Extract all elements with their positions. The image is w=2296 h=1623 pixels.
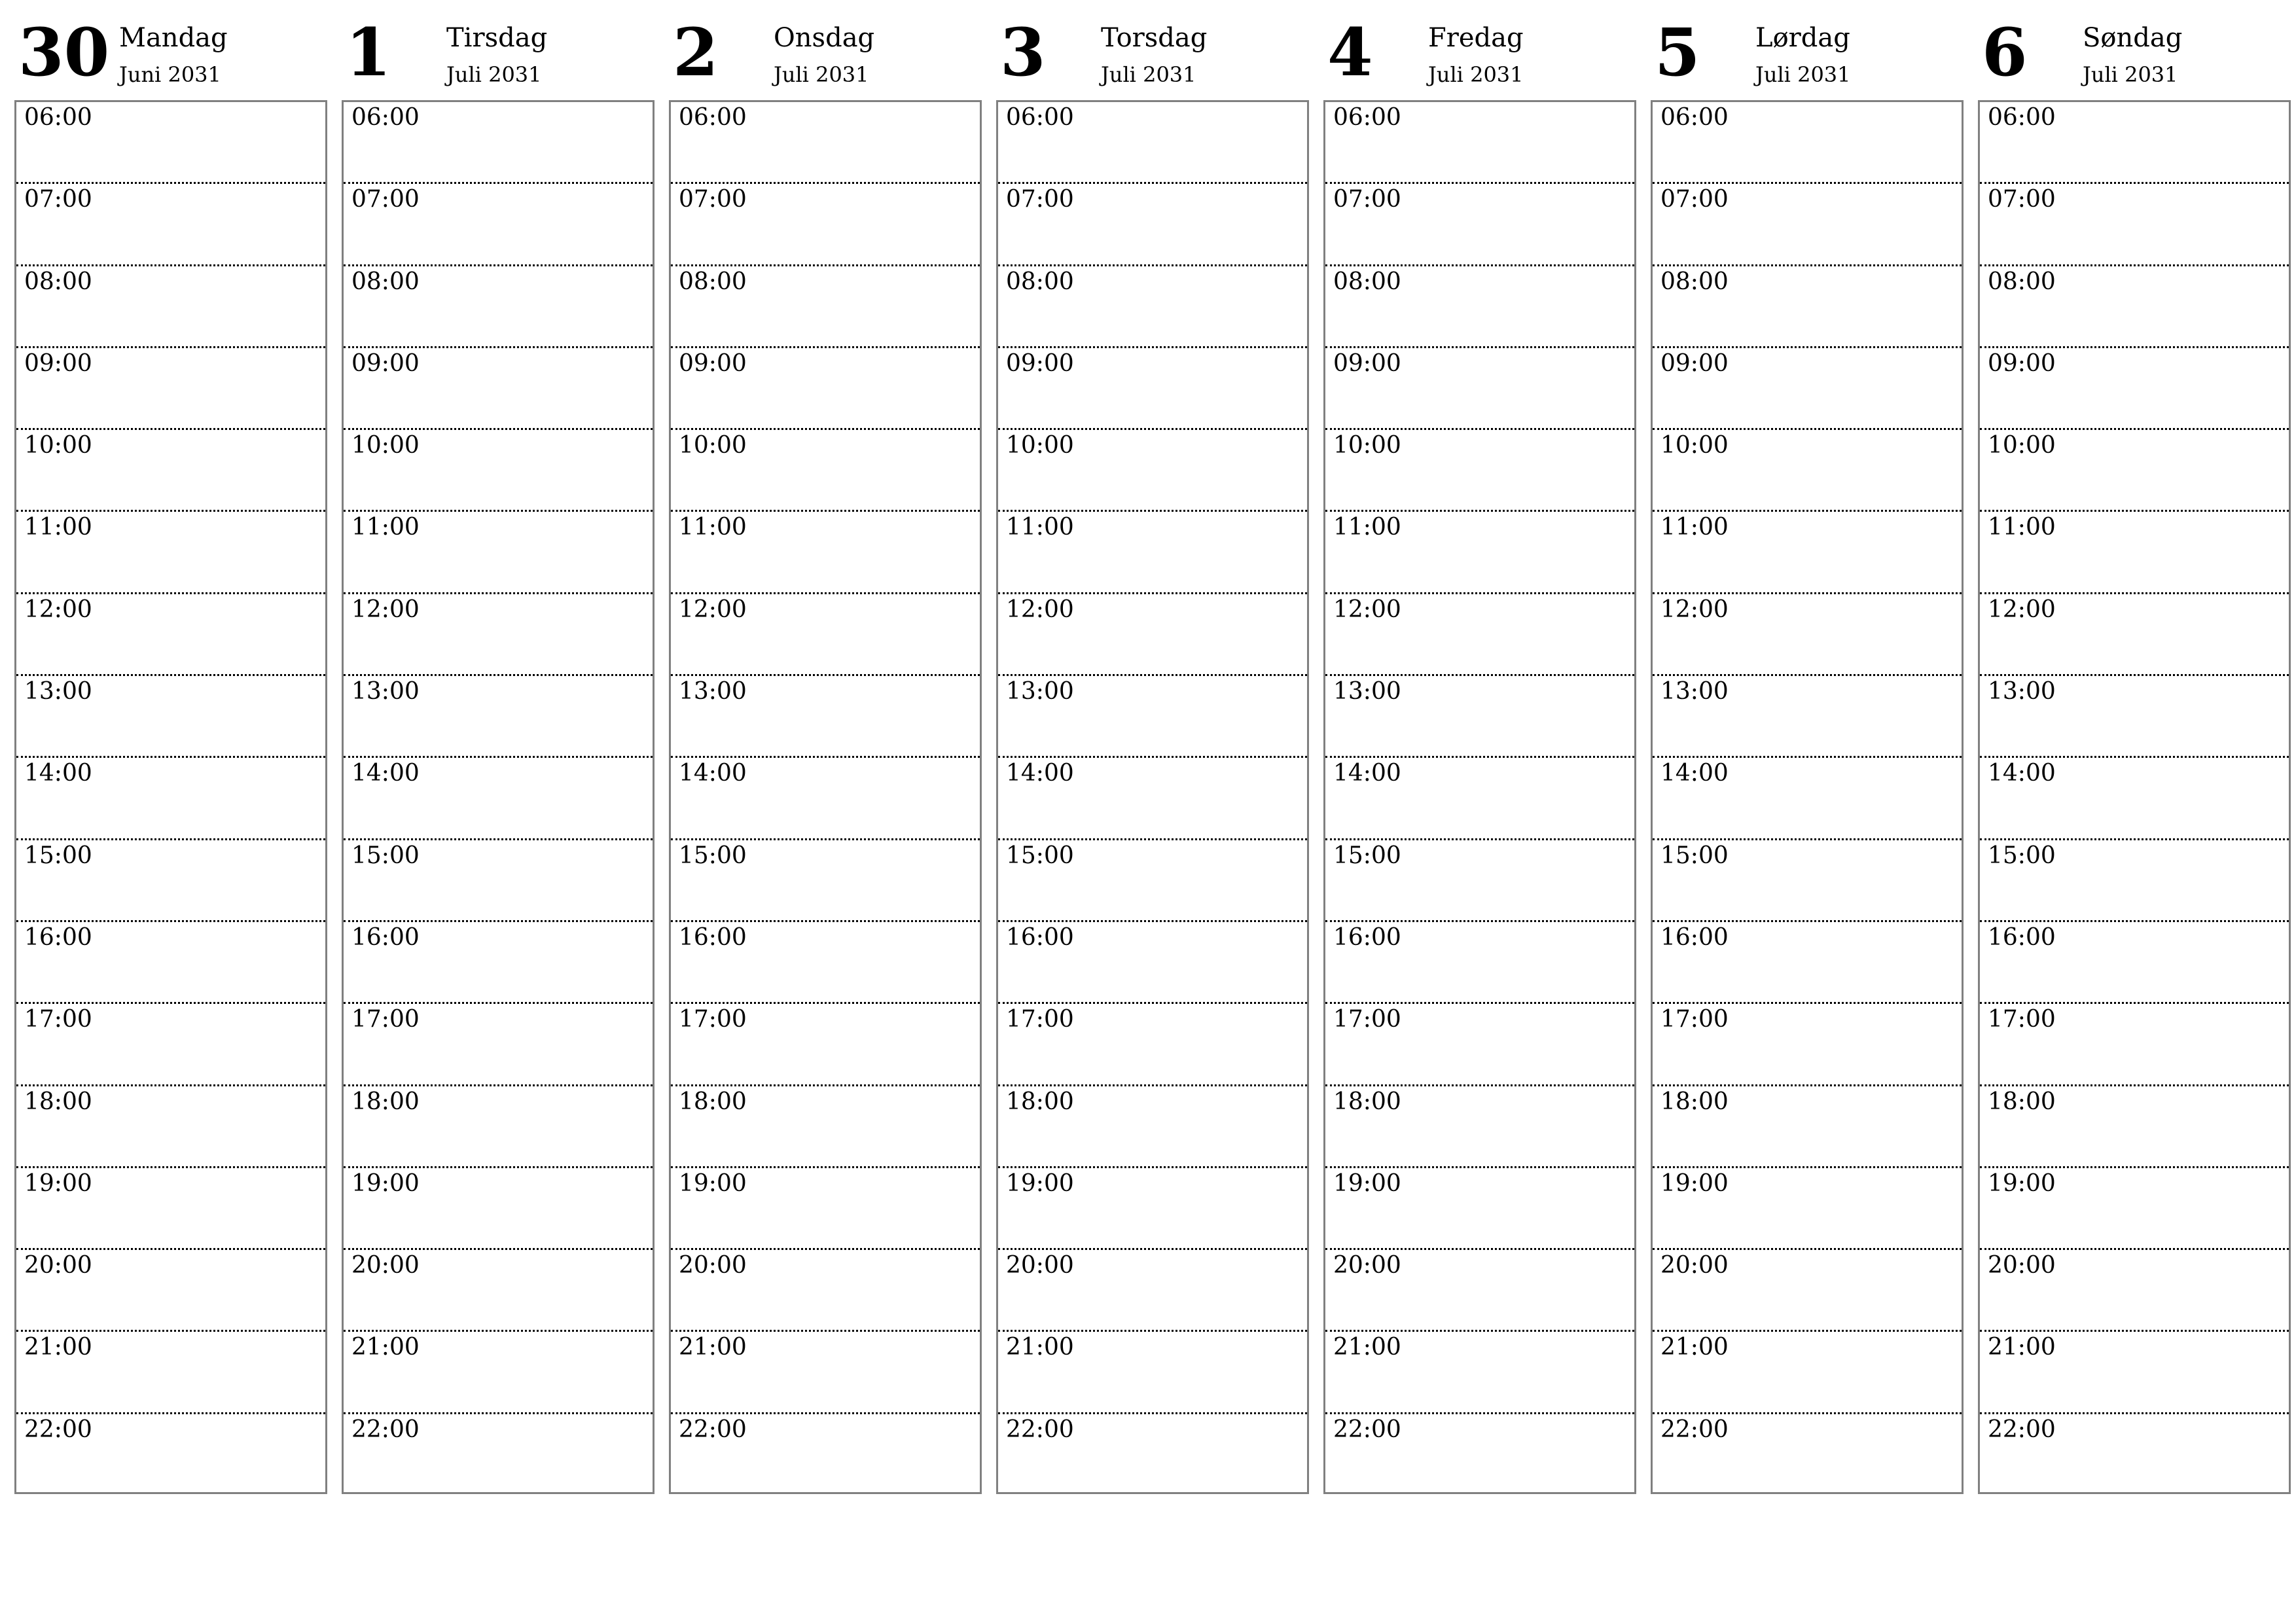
time-slot — [16, 1086, 325, 1168]
time-label: 13:00 — [1006, 678, 1074, 705]
time-label: 15:00 — [679, 842, 747, 869]
time-slot — [671, 1414, 980, 1496]
time-label: 20:00 — [351, 1252, 420, 1279]
day-column — [342, 0, 655, 1499]
time-slot — [671, 512, 980, 594]
time-label: 16:00 — [1660, 923, 1729, 951]
day-month: Juli 2031 — [446, 62, 542, 87]
time-slot — [998, 1414, 1307, 1496]
time-label: 08:00 — [24, 268, 92, 295]
time-slot — [1325, 594, 1634, 676]
time-slot — [1653, 922, 1962, 1004]
time-slot — [1980, 922, 2289, 1004]
time-slot — [998, 430, 1307, 512]
time-slot — [344, 840, 653, 922]
time-label: 12:00 — [1660, 596, 1729, 623]
time-label: 11:00 — [351, 514, 420, 541]
time-label: 21:00 — [1988, 1334, 2056, 1361]
day-number: 5 — [1655, 14, 1700, 91]
time-label: 09:00 — [1988, 349, 2056, 377]
weekly-planner — [14, 0, 2284, 1499]
time-label: 13:00 — [1660, 678, 1729, 705]
time-slot — [1653, 1086, 1962, 1168]
day-column — [14, 0, 327, 1499]
time-label: 10:00 — [1988, 432, 2056, 459]
time-label: 17:00 — [24, 1006, 92, 1033]
day-month: Juni 2031 — [119, 62, 221, 87]
time-slot — [344, 1004, 653, 1086]
time-slot — [1653, 1004, 1962, 1086]
time-slot — [1980, 1168, 2289, 1250]
time-label: 13:00 — [679, 678, 747, 705]
day-column — [1651, 0, 1964, 1499]
time-label: 10:00 — [24, 432, 92, 459]
time-label: 06:00 — [1333, 104, 1401, 131]
time-slot — [16, 1250, 325, 1332]
time-label: 19:00 — [351, 1169, 420, 1197]
time-slot — [1653, 430, 1962, 512]
time-label: 19:00 — [1988, 1169, 2056, 1197]
time-label: 13:00 — [1988, 678, 2056, 705]
time-slot — [16, 266, 325, 348]
time-slot — [1980, 184, 2289, 266]
time-slot — [998, 102, 1307, 184]
day-column — [669, 0, 982, 1499]
time-label: 18:00 — [1660, 1088, 1729, 1115]
time-slot — [344, 102, 653, 184]
time-label: 18:00 — [351, 1088, 420, 1115]
time-label: 11:00 — [1006, 514, 1074, 541]
time-slot — [1980, 1332, 2289, 1414]
day-number: 30 — [18, 14, 110, 91]
time-label: 07:00 — [1006, 186, 1074, 213]
time-slot — [1325, 922, 1634, 1004]
time-label: 22:00 — [24, 1416, 92, 1443]
time-slot — [998, 266, 1307, 348]
time-slot — [671, 840, 980, 922]
time-label: 08:00 — [1660, 268, 1729, 295]
time-slot — [344, 348, 653, 430]
time-slot — [16, 758, 325, 840]
time-label: 16:00 — [351, 923, 420, 951]
time-slot — [1325, 1086, 1634, 1168]
time-slot — [671, 1168, 980, 1250]
time-label: 12:00 — [1333, 596, 1401, 623]
time-slot — [998, 1086, 1307, 1168]
time-label: 09:00 — [351, 349, 420, 377]
day-column — [1978, 0, 2291, 1499]
time-label: 19:00 — [679, 1169, 747, 1197]
time-label: 10:00 — [351, 432, 420, 459]
time-slot — [1980, 840, 2289, 922]
time-slot — [1980, 758, 2289, 840]
time-label: 19:00 — [24, 1169, 92, 1197]
time-label: 22:00 — [1006, 1416, 1074, 1443]
day-name: Lørdag — [1755, 23, 1850, 53]
time-label: 22:00 — [1988, 1416, 2056, 1443]
time-label: 15:00 — [1006, 842, 1074, 869]
time-label: 09:00 — [679, 349, 747, 377]
time-slot — [1980, 102, 2289, 184]
time-slot — [1325, 1332, 1634, 1414]
time-label: 18:00 — [24, 1088, 92, 1115]
time-label: 20:00 — [679, 1252, 747, 1279]
time-slot — [344, 1414, 653, 1496]
time-label: 10:00 — [1660, 432, 1729, 459]
time-slot — [671, 430, 980, 512]
time-slot — [1980, 676, 2289, 758]
time-slot — [1980, 1250, 2289, 1332]
time-slot — [1980, 512, 2289, 594]
time-label: 11:00 — [24, 514, 92, 541]
time-label: 07:00 — [351, 186, 420, 213]
time-label: 07:00 — [1660, 186, 1729, 213]
day-name: Tirsdag — [446, 23, 548, 53]
time-label: 11:00 — [1333, 514, 1401, 541]
time-slot — [344, 1250, 653, 1332]
time-label: 21:00 — [351, 1334, 420, 1361]
day-header — [996, 0, 1309, 98]
time-label: 14:00 — [1006, 760, 1074, 787]
time-label: 13:00 — [1333, 678, 1401, 705]
time-label: 06:00 — [1006, 104, 1074, 131]
time-label: 20:00 — [24, 1252, 92, 1279]
day-number: 4 — [1327, 14, 1373, 91]
time-label: 16:00 — [1988, 923, 2056, 951]
time-slot — [998, 1168, 1307, 1250]
time-slot — [671, 266, 980, 348]
time-label: 07:00 — [24, 186, 92, 213]
time-label: 18:00 — [679, 1088, 747, 1115]
time-label: 22:00 — [1660, 1416, 1729, 1443]
time-label: 17:00 — [1988, 1006, 2056, 1033]
time-slot — [671, 1250, 980, 1332]
day-month: Juli 2031 — [2083, 62, 2178, 87]
time-label: 06:00 — [1660, 104, 1729, 131]
time-label: 21:00 — [1333, 1334, 1401, 1361]
time-slot — [16, 840, 325, 922]
time-label: 17:00 — [1006, 1006, 1074, 1033]
time-label: 15:00 — [1988, 842, 2056, 869]
time-slot — [1980, 348, 2289, 430]
time-slot — [1325, 1168, 1634, 1250]
time-slot — [1325, 1250, 1634, 1332]
time-slot — [16, 1004, 325, 1086]
time-slot — [16, 676, 325, 758]
time-label: 16:00 — [1333, 923, 1401, 951]
time-slot — [1653, 758, 1962, 840]
time-slot — [1653, 1332, 1962, 1414]
day-header — [14, 0, 327, 98]
time-label: 10:00 — [1006, 432, 1074, 459]
time-slot — [1325, 266, 1634, 348]
time-label: 10:00 — [679, 432, 747, 459]
time-slot — [998, 512, 1307, 594]
time-slot — [16, 594, 325, 676]
time-label: 12:00 — [1006, 596, 1074, 623]
time-slot — [1325, 1414, 1634, 1496]
time-slot — [1325, 840, 1634, 922]
day-month: Juli 2031 — [1428, 62, 1524, 87]
time-label: 22:00 — [351, 1416, 420, 1443]
time-label: 22:00 — [1333, 1416, 1401, 1443]
time-slot — [16, 922, 325, 1004]
time-label: 17:00 — [1660, 1006, 1729, 1033]
time-slot — [671, 184, 980, 266]
time-label: 18:00 — [1988, 1088, 2056, 1115]
time-slot — [16, 430, 325, 512]
time-label: 17:00 — [1333, 1006, 1401, 1033]
time-label: 18:00 — [1006, 1088, 1074, 1115]
time-label: 15:00 — [24, 842, 92, 869]
time-label: 15:00 — [1660, 842, 1729, 869]
time-slot — [1653, 594, 1962, 676]
time-label: 14:00 — [679, 760, 747, 787]
day-schedule — [14, 100, 327, 1494]
day-name: Søndag — [2083, 23, 2183, 53]
time-slot — [16, 1332, 325, 1414]
time-slot — [1325, 348, 1634, 430]
time-slot — [1325, 1004, 1634, 1086]
time-slot — [998, 758, 1307, 840]
time-slot — [1325, 430, 1634, 512]
time-label: 16:00 — [24, 923, 92, 951]
time-label: 12:00 — [24, 596, 92, 623]
time-label: 21:00 — [1006, 1334, 1074, 1361]
time-label: 08:00 — [1006, 268, 1074, 295]
day-number: 2 — [673, 14, 719, 91]
time-slot — [998, 1250, 1307, 1332]
time-label: 15:00 — [1333, 842, 1401, 869]
day-header — [342, 0, 655, 98]
time-slot — [16, 512, 325, 594]
time-label: 18:00 — [1333, 1088, 1401, 1115]
time-label: 17:00 — [679, 1006, 747, 1033]
time-slot — [671, 922, 980, 1004]
time-slot — [671, 1004, 980, 1086]
time-label: 14:00 — [1333, 760, 1401, 787]
time-slot — [671, 1086, 980, 1168]
day-name: Fredag — [1428, 23, 1524, 53]
time-slot — [998, 348, 1307, 430]
time-label: 14:00 — [1660, 760, 1729, 787]
day-month: Juli 2031 — [774, 62, 869, 87]
time-slot — [344, 184, 653, 266]
time-slot — [998, 676, 1307, 758]
day-schedule — [1978, 100, 2291, 1494]
time-slot — [344, 1086, 653, 1168]
time-slot — [998, 184, 1307, 266]
time-label: 12:00 — [351, 596, 420, 623]
day-number: 3 — [1000, 14, 1046, 91]
time-slot — [1980, 266, 2289, 348]
time-label: 08:00 — [351, 268, 420, 295]
time-slot — [344, 758, 653, 840]
time-label: 08:00 — [1988, 268, 2056, 295]
time-slot — [1653, 1414, 1962, 1496]
time-label: 08:00 — [679, 268, 747, 295]
time-label: 11:00 — [679, 514, 747, 541]
time-label: 07:00 — [679, 186, 747, 213]
time-slot — [671, 594, 980, 676]
time-slot — [1653, 1250, 1962, 1332]
day-name: Torsdag — [1101, 23, 1208, 53]
time-slot — [1325, 102, 1634, 184]
day-number: 1 — [346, 14, 391, 91]
time-label: 14:00 — [24, 760, 92, 787]
time-label: 09:00 — [1006, 349, 1074, 377]
time-label: 11:00 — [1660, 514, 1729, 541]
time-label: 09:00 — [1660, 349, 1729, 377]
day-schedule — [996, 100, 1309, 1494]
time-label: 20:00 — [1988, 1252, 2056, 1279]
time-label: 21:00 — [1660, 1334, 1729, 1361]
time-label: 17:00 — [351, 1006, 420, 1033]
time-label: 20:00 — [1333, 1252, 1401, 1279]
time-label: 12:00 — [1988, 596, 2056, 623]
time-label: 19:00 — [1660, 1169, 1729, 1197]
time-label: 10:00 — [1333, 432, 1401, 459]
time-slot — [1653, 1168, 1962, 1250]
time-slot — [1653, 840, 1962, 922]
time-slot — [344, 512, 653, 594]
time-slot — [344, 1332, 653, 1414]
day-month: Juli 2031 — [1755, 62, 1851, 87]
time-label: 16:00 — [1006, 923, 1074, 951]
time-label: 09:00 — [1333, 349, 1401, 377]
time-slot — [344, 922, 653, 1004]
time-slot — [1980, 430, 2289, 512]
time-label: 08:00 — [1333, 268, 1401, 295]
time-label: 19:00 — [1333, 1169, 1401, 1197]
time-slot — [344, 430, 653, 512]
day-header — [1978, 0, 2291, 98]
time-slot — [1653, 512, 1962, 594]
time-label: 12:00 — [679, 596, 747, 623]
time-slot — [998, 922, 1307, 1004]
time-slot — [1325, 184, 1634, 266]
time-label: 13:00 — [24, 678, 92, 705]
time-label: 16:00 — [679, 923, 747, 951]
day-schedule — [342, 100, 655, 1494]
time-slot — [671, 348, 980, 430]
time-slot — [16, 1168, 325, 1250]
time-label: 14:00 — [351, 760, 420, 787]
day-name: Mandag — [119, 23, 228, 53]
time-slot — [16, 1414, 325, 1496]
time-slot — [344, 594, 653, 676]
time-slot — [344, 1168, 653, 1250]
day-schedule — [1651, 100, 1964, 1494]
time-slot — [16, 184, 325, 266]
time-slot — [998, 1004, 1307, 1086]
time-label: 20:00 — [1006, 1252, 1074, 1279]
time-label: 15:00 — [351, 842, 420, 869]
time-slot — [1653, 102, 1962, 184]
time-slot — [1980, 594, 2289, 676]
time-slot — [1980, 1004, 2289, 1086]
day-header — [1323, 0, 1636, 98]
day-schedule — [669, 100, 982, 1494]
day-column — [1323, 0, 1636, 1499]
time-label: 06:00 — [24, 104, 92, 131]
time-label: 06:00 — [679, 104, 747, 131]
day-column — [996, 0, 1309, 1499]
time-label: 07:00 — [1988, 186, 2056, 213]
time-label: 13:00 — [351, 678, 420, 705]
time-label: 09:00 — [24, 349, 92, 377]
time-label: 07:00 — [1333, 186, 1401, 213]
time-slot — [1325, 758, 1634, 840]
time-slot — [16, 348, 325, 430]
time-label: 20:00 — [1660, 1252, 1729, 1279]
time-label: 21:00 — [24, 1334, 92, 1361]
day-schedule — [1323, 100, 1636, 1494]
time-slot — [998, 1332, 1307, 1414]
time-slot — [671, 758, 980, 840]
time-slot — [1325, 512, 1634, 594]
time-label: 19:00 — [1006, 1169, 1074, 1197]
time-slot — [1325, 676, 1634, 758]
time-label: 11:00 — [1988, 514, 2056, 541]
time-slot — [1980, 1086, 2289, 1168]
time-slot — [1653, 184, 1962, 266]
time-slot — [998, 840, 1307, 922]
time-slot — [344, 266, 653, 348]
day-header — [669, 0, 982, 98]
time-label: 21:00 — [679, 1334, 747, 1361]
time-slot — [998, 594, 1307, 676]
time-slot — [1980, 1414, 2289, 1496]
time-slot — [1653, 676, 1962, 758]
time-label: 22:00 — [679, 1416, 747, 1443]
time-label: 14:00 — [1988, 760, 2056, 787]
time-slot — [671, 676, 980, 758]
day-number: 6 — [1982, 14, 2028, 91]
time-slot — [671, 1332, 980, 1414]
time-slot — [1653, 348, 1962, 430]
day-header — [1651, 0, 1964, 98]
time-slot — [1653, 266, 1962, 348]
time-label: 06:00 — [1988, 104, 2056, 131]
time-label: 06:00 — [351, 104, 420, 131]
time-slot — [671, 102, 980, 184]
time-slot — [16, 102, 325, 184]
time-slot — [344, 676, 653, 758]
day-month: Juli 2031 — [1101, 62, 1196, 87]
day-name: Onsdag — [774, 23, 875, 53]
